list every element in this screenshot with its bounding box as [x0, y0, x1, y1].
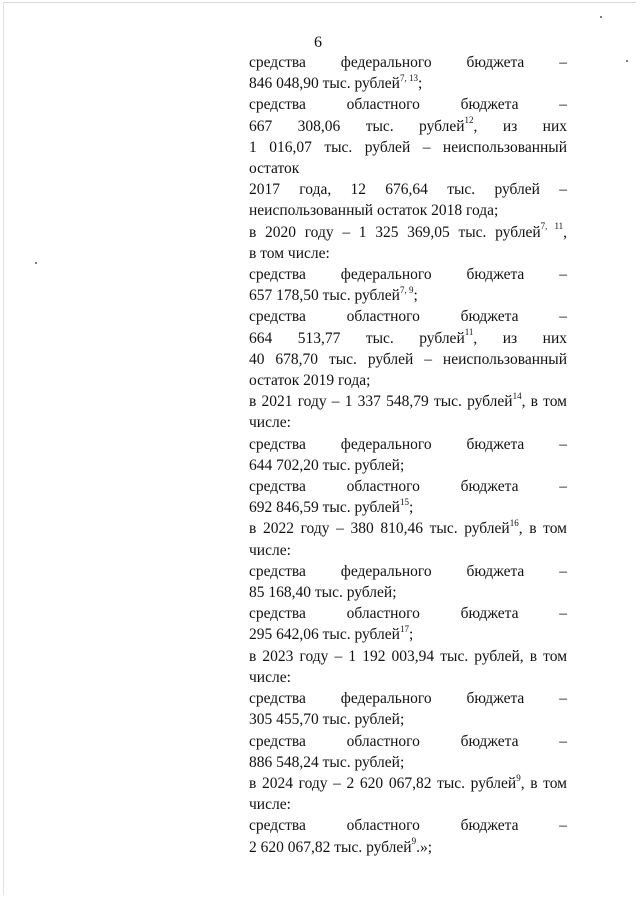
text-line	[249, 731, 567, 752]
line-text: 667 308,06 тыс. рублей	[249, 117, 465, 135]
text-line	[249, 540, 567, 561]
line-tail: , из них	[473, 329, 567, 347]
footnote-reference: 7, 13	[399, 73, 418, 84]
line-text: 846 048,90 тыс. рублей	[249, 75, 400, 93]
text-line	[249, 200, 567, 221]
text-line	[249, 455, 567, 476]
line-text: средства федерального бюджета –	[249, 435, 567, 453]
text-line	[249, 497, 567, 518]
line-text: средства федерального бюджета –	[249, 54, 567, 71]
footnote-reference: 12	[464, 115, 474, 126]
text-line	[249, 349, 567, 370]
line-text: 644 702,20 тыс. рублей;	[249, 456, 405, 474]
footnote-reference: 7, 9	[399, 285, 414, 296]
line-tail: ;	[408, 626, 414, 644]
text-line	[249, 794, 567, 815]
text-line	[249, 116, 567, 137]
line-text: 692 846,59 тыс. рублей	[249, 499, 400, 517]
line-text: средства областного бюджета –	[249, 308, 567, 326]
footnote-reference: 9	[516, 772, 521, 783]
text-line	[249, 94, 567, 115]
text-line	[249, 752, 567, 773]
line-text: 295 642,06 тыс. рублей	[249, 626, 400, 644]
text-line	[249, 73, 567, 94]
line-text: средства федерального бюджета –	[249, 690, 567, 708]
line-text: 85 168,40 тыс. рублей;	[249, 584, 397, 602]
line-tail: .»;	[416, 838, 433, 856]
footnote-reference: 11	[464, 327, 474, 338]
footnote-reference: 15	[399, 497, 409, 508]
text-line	[249, 391, 567, 412]
line-text: средства федерального бюджета –	[249, 562, 567, 580]
line-text: 305 455,70 тыс. рублей;	[249, 711, 405, 729]
text-line	[249, 603, 567, 624]
line-text: в 2020 году – 1 325 369,05 тыс. рублей	[249, 223, 541, 241]
scan-speck	[35, 262, 37, 264]
line-text: средства федерального бюджета –	[249, 266, 567, 284]
page-number: 6	[314, 34, 322, 51]
line-text: в 2022 году – 380 810,46 тыс. рублей	[249, 520, 510, 538]
text-line	[249, 667, 567, 688]
line-tail: ;	[417, 75, 423, 93]
text-line	[249, 137, 567, 179]
line-tail: , в том	[521, 393, 567, 411]
line-text: в 2024 году – 2 620 067,82 тыс. рублей	[249, 774, 517, 792]
text-line	[249, 624, 567, 645]
text-line	[249, 285, 567, 306]
line-text: в 2023 году – 1 192 003,94 тыс. рублей, в том	[249, 647, 567, 665]
text-line	[249, 52, 567, 73]
page-number-container	[0, 34, 640, 52]
line-text: числе:	[249, 796, 291, 814]
text-line	[249, 709, 567, 730]
document-body	[249, 52, 567, 858]
text-line	[249, 179, 567, 200]
text-line	[249, 476, 567, 497]
text-line	[249, 582, 567, 603]
line-text: числе:	[249, 414, 291, 432]
text-line	[249, 370, 567, 391]
line-text: в 2021 году – 1 337 548,79 тыс. рублей	[249, 393, 513, 411]
text-line	[249, 773, 567, 794]
line-tail: , в том	[518, 520, 567, 538]
footnote-reference: 17	[399, 624, 409, 635]
line-tail: ;	[408, 499, 414, 517]
line-text: средства областного бюджета –	[249, 817, 567, 835]
line-text: 886 548,24 тыс. рублей;	[249, 753, 405, 771]
text-line	[249, 306, 567, 327]
line-text: 2017 года, 12 676,64 тыс. рублей –	[249, 181, 567, 199]
line-text: 2 620 067,82 тыс. рублей	[249, 838, 412, 856]
text-line	[249, 815, 567, 836]
line-text: средства областного бюджета –	[249, 732, 567, 750]
text-line	[249, 412, 567, 433]
line-text: числе:	[249, 541, 291, 559]
line-text: средства областного бюджета –	[249, 478, 567, 496]
scan-speck	[626, 60, 628, 62]
line-text: 40 678,70 тыс. рублей – неиспользованный	[249, 350, 567, 368]
footnote-reference: 9	[411, 836, 417, 847]
line-text: в том числе:	[249, 244, 330, 262]
line-tail: , из них	[473, 117, 567, 135]
line-text: 1 016,07 тыс. рублей – неиспользованный остаток	[249, 138, 567, 178]
line-text: числе:	[249, 668, 291, 686]
line-text: 657 178,50 тыс. рублей	[249, 287, 400, 305]
line-tail: ;	[413, 287, 418, 305]
line-text: 664 513,77 тыс. рублей	[249, 329, 465, 347]
footnote-reference: 7, 11	[540, 221, 564, 232]
text-line	[249, 646, 567, 667]
text-line	[249, 328, 567, 349]
line-text: средства областного бюджета –	[249, 605, 567, 623]
footnote-reference: 16	[509, 518, 519, 529]
line-text: неиспользованный остаток 2018 года;	[249, 202, 499, 220]
line-tail: ,	[563, 223, 567, 241]
text-line	[249, 688, 567, 709]
line-text: остаток 2019 года;	[249, 372, 371, 390]
line-tail: , в том	[520, 774, 567, 792]
text-line	[249, 222, 567, 243]
text-line	[249, 264, 567, 285]
text-line	[249, 518, 567, 539]
footnote-reference: 14	[512, 391, 522, 402]
scan-speck	[600, 16, 602, 18]
text-line	[249, 434, 567, 455]
text-line	[249, 837, 567, 858]
line-text: средства областного бюджета –	[249, 96, 567, 114]
text-line	[249, 243, 567, 264]
text-line	[249, 561, 567, 582]
